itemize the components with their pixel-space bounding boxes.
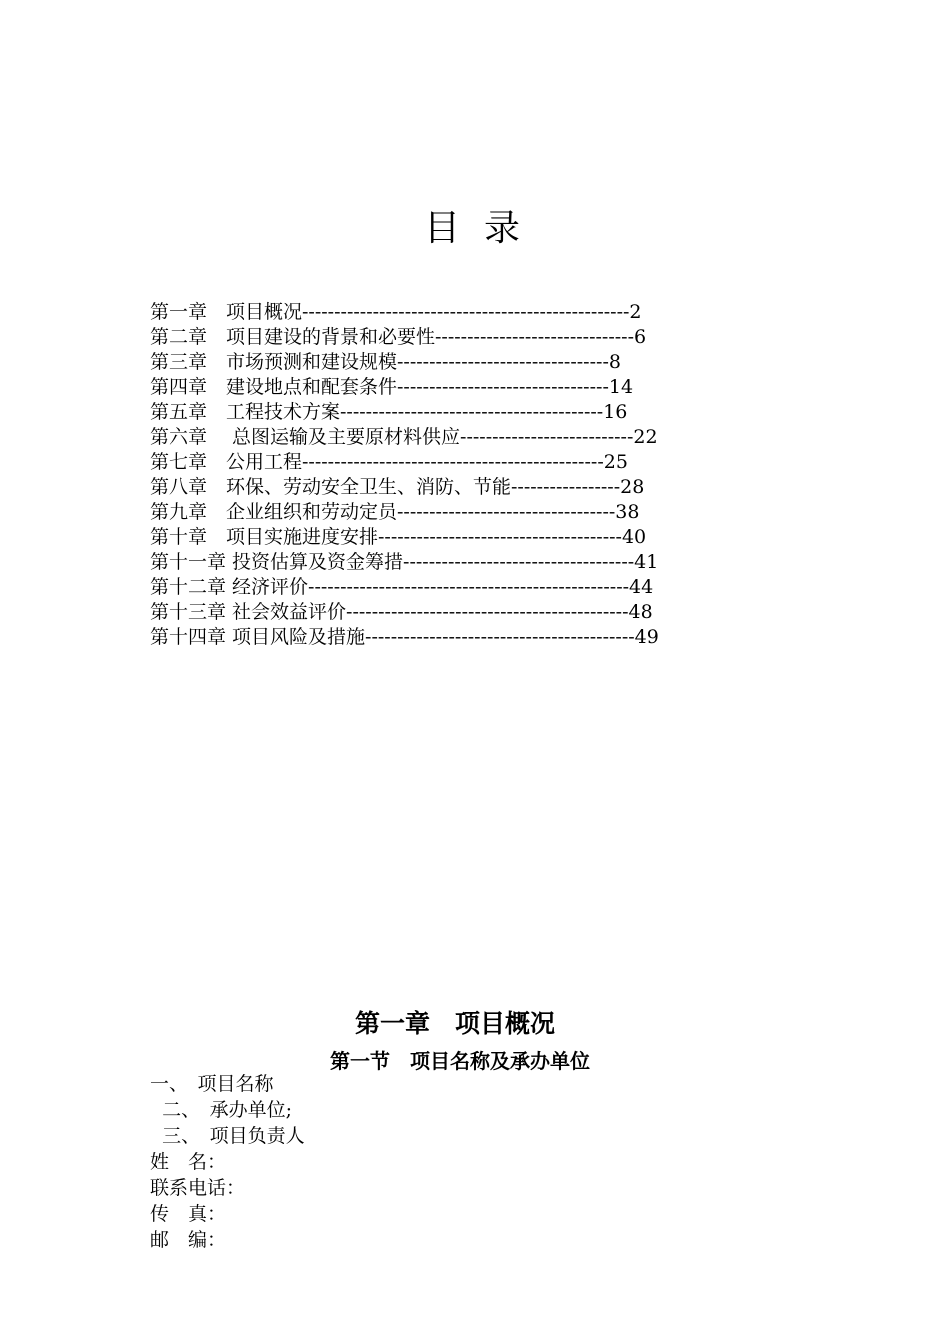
section-title: 第一节 项目名称及承办单位: [330, 1049, 590, 1073]
toc-entry: [150, 375, 770, 400]
table-of-contents: [150, 300, 770, 650]
toc-entry: [150, 350, 770, 375]
toc-entry-text: 第一章 项目概况---------------------------------------------------2: [150, 301, 642, 323]
body-line-project-name: 一、 项目名称: [150, 1073, 274, 1095]
chapter-body: [150, 1071, 305, 1253]
toc-entry: [150, 575, 770, 600]
toc-entry: [150, 500, 770, 525]
body-line-postcode: 邮 编：: [150, 1229, 227, 1251]
toc-entry: [150, 300, 770, 325]
toc-entry-text: 第十章 项目实施进度安排--------------------------------------40: [150, 526, 647, 548]
toc-entry: [150, 600, 770, 625]
body-line-project-lead: 三、 项目负责人: [150, 1125, 305, 1147]
toc-entry: [150, 475, 770, 500]
body-line-organizer: 二、 承办单位;: [150, 1099, 292, 1121]
body-line-phone: 联系电话：: [150, 1177, 246, 1199]
toc-entry: [150, 400, 770, 425]
body-line-fax: 传 真：: [150, 1203, 227, 1225]
toc-entry-text: 第五章 工程技术方案-----------------------------------------16: [150, 401, 628, 423]
toc-entry-text: 第八章 环保、劳动安全卫生、消防、节能-----------------28: [150, 476, 645, 498]
toc-entry: [150, 550, 770, 575]
toc-entry-text: 第十二章 经济评价--------------------------------------------------44: [150, 576, 654, 598]
toc-entry: [150, 325, 770, 350]
toc-entry-text: 第九章 企业组织和劳动定员----------------------------------38: [150, 501, 640, 523]
toc-entry-text: 第十四章 项目风险及措施------------------------------------------49: [150, 626, 659, 648]
toc-entry-text: 第十三章 社会效益评价--------------------------------------------48: [150, 601, 653, 623]
toc-entry-text: 第七章 公用工程-----------------------------------------------25: [150, 451, 628, 473]
toc-entry-text: 第十一章 投资估算及资金筹措------------------------------------41: [150, 551, 659, 573]
toc-entry: [150, 425, 770, 450]
toc-entry: [150, 450, 770, 475]
body-line-name: 姓 名：: [150, 1151, 227, 1173]
toc-entry-text: 第三章 市场预测和建设规模---------------------------------8: [150, 351, 621, 373]
toc-entry-text: 第四章 建设地点和配套条件---------------------------------14: [150, 376, 634, 398]
toc-entry: [150, 525, 770, 550]
toc-entry: [150, 625, 770, 650]
toc-title: 目录: [423, 208, 544, 249]
toc-entry-text: 第二章 项目建设的背景和必要性-------------------------------6: [150, 326, 647, 348]
toc-entry-text: 第六章 总图运输及主要原材料供应---------------------------22: [150, 426, 658, 448]
chapter-title: 第一章 项目概况: [354, 1009, 555, 1038]
